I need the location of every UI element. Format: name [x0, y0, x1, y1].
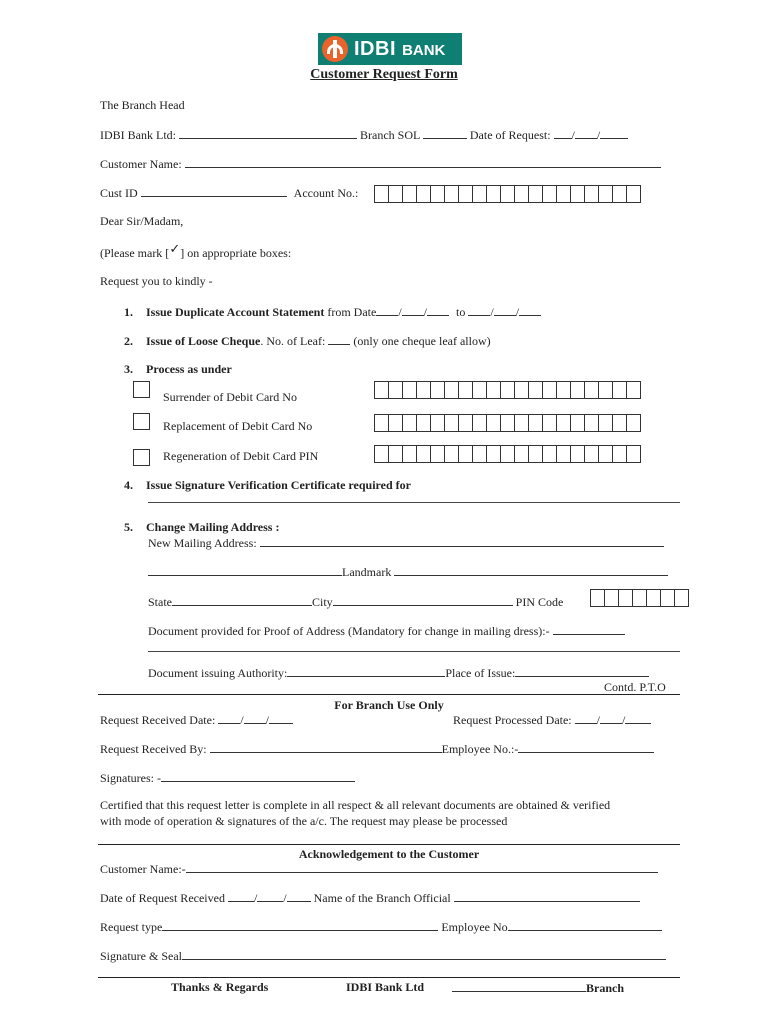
footer-branch-field[interactable]	[452, 980, 586, 992]
ack-dd-field[interactable]	[228, 890, 254, 902]
received-mm-field[interactable]	[244, 712, 266, 724]
ack-customer-name-line	[100, 861, 658, 877]
address-line-2-field[interactable]	[148, 564, 342, 576]
customer-name-field[interactable]	[185, 156, 661, 168]
employee-no-field[interactable]	[518, 741, 654, 753]
ack-customer-name-field[interactable]	[186, 861, 658, 873]
city-label: City	[312, 595, 333, 609]
ack-employee-no-field[interactable]	[508, 919, 662, 931]
state-label: State	[148, 595, 172, 609]
state-field[interactable]	[172, 594, 312, 606]
to-mm-field[interactable]	[494, 304, 516, 316]
no-of-leaf-field[interactable]	[328, 333, 350, 345]
doc-proof-field-2[interactable]	[148, 651, 680, 652]
branch-use-heading: For Branch Use Only	[334, 698, 444, 712]
to-yy-field[interactable]	[519, 304, 541, 316]
cust-id-label: Cust ID	[100, 186, 138, 200]
doc-proof-field[interactable]	[553, 623, 625, 635]
footer-branch-label: Branch	[586, 981, 625, 995]
logo-brand: IDBI	[354, 37, 396, 60]
salutation: Dear Sir/Madam,	[100, 214, 184, 228]
divider-footer	[98, 977, 680, 978]
landmark-line	[148, 564, 668, 580]
pin-code-label: PIN Code	[515, 595, 564, 609]
employee-no-label: Employee No.:-	[441, 742, 519, 756]
processed-mm-field[interactable]	[600, 712, 622, 724]
landmark-field[interactable]	[394, 564, 668, 576]
ack-yy-field[interactable]	[287, 890, 311, 902]
account-no-boxes[interactable]	[374, 185, 641, 203]
processed-date-line: Request Processed Date: / /	[453, 712, 651, 728]
idbi-logo	[318, 33, 462, 65]
ack-branch-official-label: Name of the Branch Official	[313, 891, 451, 905]
ack-signature-field[interactable]	[182, 948, 666, 960]
replacement-card-boxes[interactable]	[374, 414, 641, 432]
regeneration-label: Regeneration of Debit Card PIN	[163, 449, 319, 463]
divider-acknowledgement	[98, 844, 680, 845]
footer-thanks: Thanks & Regards	[171, 980, 269, 994]
received-by-line	[100, 741, 654, 757]
cust-id-field[interactable]	[141, 185, 287, 197]
received-dd-field[interactable]	[218, 712, 240, 724]
processed-date-label: Request Processed Date:	[453, 713, 572, 727]
new-mailing-field[interactable]	[260, 535, 664, 547]
date-mm-field[interactable]	[575, 127, 597, 139]
bank-line: IDBI Bank Ltd: Branch SOL Date of Request: / /	[100, 127, 628, 143]
footer-branch-line	[452, 980, 624, 996]
ack-date-line: Date of Request Received / / Name of the Branch Official	[100, 890, 640, 906]
ack-date-label: Date of Request Received	[100, 891, 225, 905]
bank-field[interactable]	[179, 127, 357, 139]
signature-verification-field[interactable]	[148, 502, 680, 503]
signatures-field[interactable]	[161, 770, 355, 782]
footer-bank: IDBI Bank Ltd	[346, 980, 425, 994]
item-loose-cheque: 2. Issue of Loose Cheque. No. of Leaf: (only one cheque leaf allow)	[124, 334, 491, 348]
doc-authority-label: Document issuing Authority:	[148, 666, 288, 680]
date-of-request-label: Date of Request:	[469, 128, 551, 142]
place-issue-field[interactable]	[515, 665, 649, 677]
item-process-under: 3. Process as under	[124, 362, 232, 376]
doc-authority-line	[148, 665, 649, 681]
item-duplicate-statement: 1. Issue Duplicate Account Statement from Date / / to / /	[124, 304, 541, 320]
city-field[interactable]	[333, 594, 513, 606]
ack-heading: Acknowledgement to the Customer	[298, 847, 480, 861]
item-change-address: 5. Change Mailing Address :	[124, 520, 280, 534]
replacement-checkbox[interactable]	[133, 413, 150, 430]
customer-name-label: Customer Name:	[100, 157, 182, 171]
contd-pto: Contd. P.T.O	[604, 680, 666, 694]
form-title: Customer Request Form	[310, 67, 458, 82]
from-yy-field[interactable]	[427, 304, 449, 316]
ack-mm-field[interactable]	[257, 890, 283, 902]
branch-head-label: The Branch Head	[100, 98, 185, 112]
surrender-card-boxes[interactable]	[374, 381, 641, 399]
branch-sol-field[interactable]	[423, 127, 467, 139]
logo-suffix: BANK	[402, 41, 446, 59]
from-dd-field[interactable]	[376, 304, 398, 316]
item-signature-verification: 4. Issue Signature Verification Certificate required for	[124, 478, 411, 492]
doc-proof-line	[148, 623, 625, 639]
to-dd-field[interactable]	[468, 304, 490, 316]
doc-authority-field[interactable]	[287, 665, 445, 677]
surrender-checkbox[interactable]	[133, 381, 150, 398]
state-city-pin-line	[148, 594, 563, 610]
regeneration-checkbox[interactable]	[133, 449, 150, 466]
branch-sol-label: Branch SOL	[360, 128, 420, 142]
ack-request-type-field[interactable]	[162, 919, 438, 931]
ack-signature-line	[100, 948, 666, 964]
place-issue-label: Place of Issue:	[445, 666, 516, 680]
received-by-label: Request Received By:	[100, 742, 207, 756]
received-date-line: Request Received Date: / /	[100, 712, 293, 728]
date-yy-field[interactable]	[600, 127, 628, 139]
surrender-label: Surrender of Debit Card No	[163, 390, 297, 404]
ack-signature-label: Signature & Seal	[100, 949, 182, 963]
date-dd-field[interactable]	[554, 127, 572, 139]
signatures-label: Signatures: -	[100, 771, 161, 785]
replacement-label: Replacement of Debit Card No	[163, 419, 313, 433]
ack-customer-name-label: Customer Name:-	[100, 862, 186, 876]
certified-text-1: Certified that this request letter is complete in all respect & all relevant documents are obtained & verified	[100, 798, 611, 812]
ack-request-type-line	[100, 919, 662, 935]
idbi-emblem-icon	[322, 36, 348, 62]
processed-dd-field[interactable]	[575, 712, 597, 724]
cust-id-line	[100, 185, 358, 201]
regeneration-card-boxes[interactable]	[374, 445, 641, 463]
divider-branch-use	[98, 694, 680, 695]
doc-proof-label: Document provided for Proof of Address (Mandatory for change in mailing dress):-	[148, 624, 550, 638]
bank-label: IDBI Bank Ltd:	[100, 128, 176, 142]
ack-branch-official-field[interactable]	[454, 890, 640, 902]
new-mailing-line	[148, 535, 664, 551]
processed-yy-field[interactable]	[625, 712, 651, 724]
pin-code-boxes[interactable]	[590, 589, 689, 607]
signatures-line	[100, 770, 355, 786]
account-no-label: Account No.:	[293, 186, 359, 200]
request-kindly: Request you to kindly -	[100, 274, 213, 288]
received-date-label: Request Received Date:	[100, 713, 216, 727]
customer-name-line	[100, 156, 661, 172]
mark-instruction: (Please mark [✓] on appropriate boxes:	[100, 241, 292, 260]
checkmark-icon: ✓	[169, 241, 181, 256]
received-by-field[interactable]	[210, 741, 442, 753]
new-mailing-label: New Mailing Address:	[148, 536, 257, 550]
certified-text-2: with mode of operation & signatures of the a/c. The request may please be processed	[100, 814, 508, 828]
ack-request-type-label: Request type	[100, 920, 163, 934]
ack-employee-no-label: Employee No	[441, 920, 508, 934]
landmark-label: Landmark	[342, 565, 392, 579]
received-yy-field[interactable]	[269, 712, 293, 724]
from-mm-field[interactable]	[402, 304, 424, 316]
